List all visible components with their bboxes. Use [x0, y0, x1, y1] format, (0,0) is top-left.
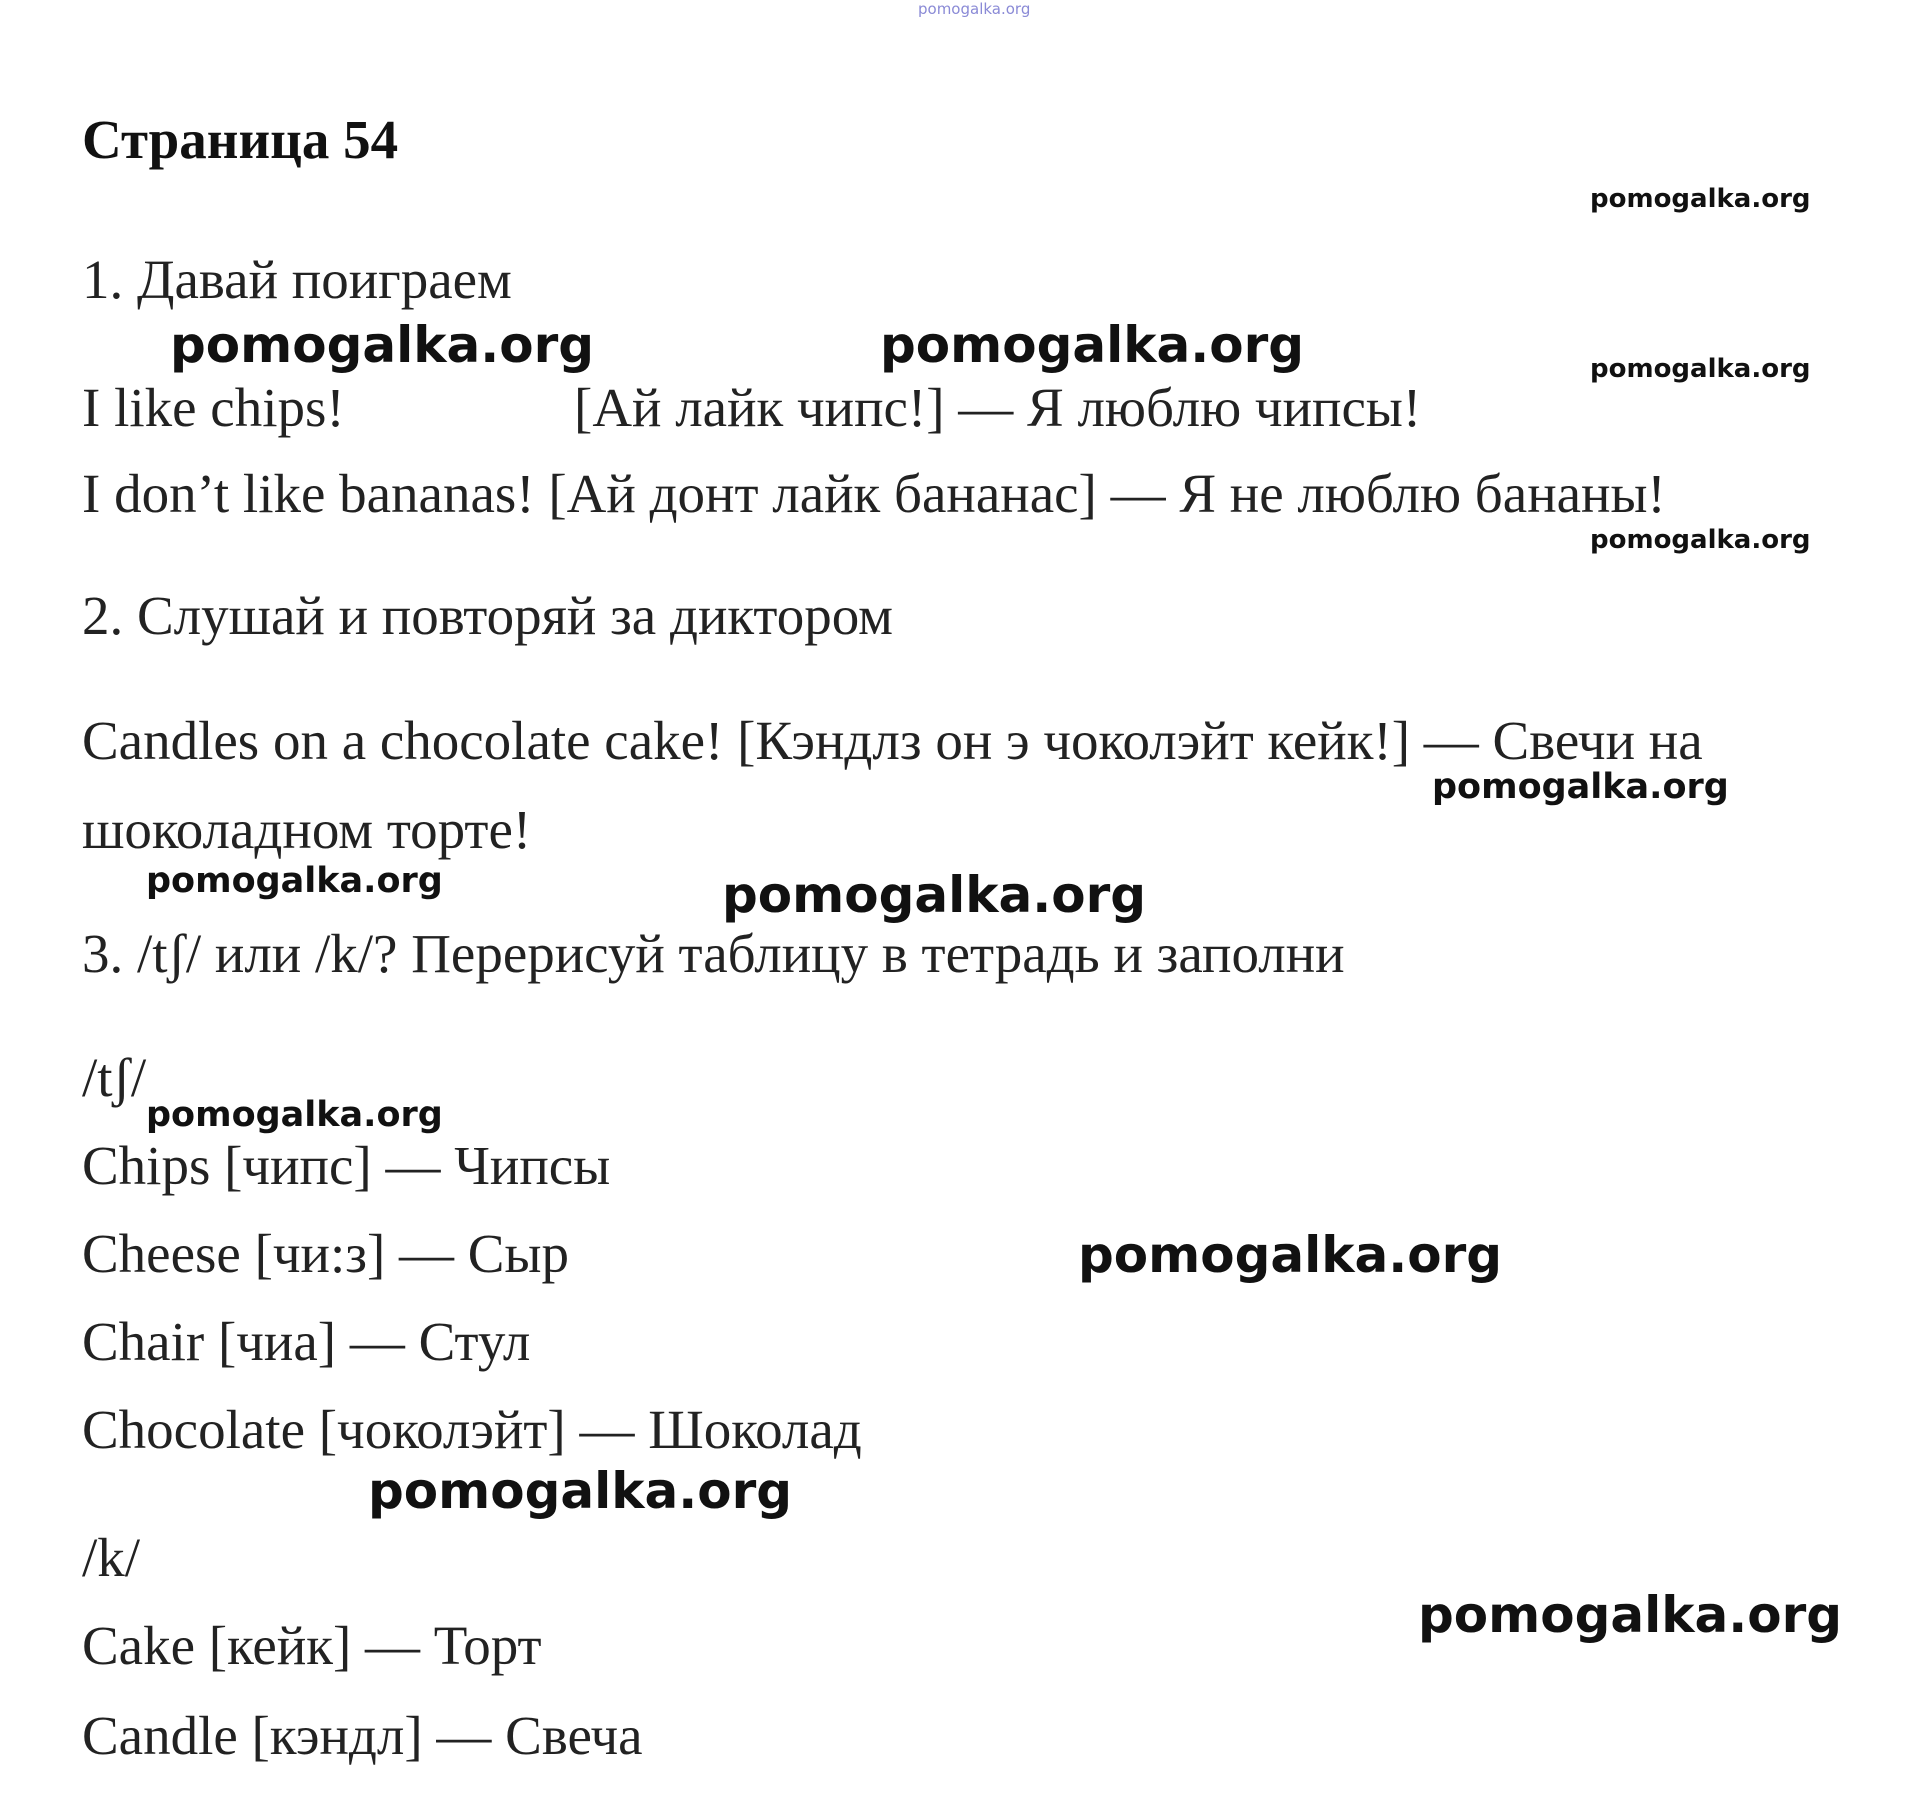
word-item: Chocolate [чоколэйт] — Шоколад	[82, 1399, 862, 1460]
watermark: pomogalka.org	[368, 1462, 793, 1520]
section-2-heading: 2. Слушай и повторяй за диктором	[82, 585, 893, 646]
watermark: pomogalka.org	[1078, 1226, 1503, 1284]
phrase-english: I like chips!	[82, 377, 345, 438]
watermark: pomogalka.org	[1590, 184, 1811, 214]
sound-label: /tʃ/	[82, 1047, 147, 1108]
section-2-line: Candles on a chocolate cake! [Кэндлз он э чоколэйт кейк!] — Свечи на	[82, 710, 1703, 771]
word-item: Candle [кэндл] — Свеча	[82, 1705, 643, 1766]
word-item: Chair [чиа] — Стул	[82, 1311, 531, 1372]
watermark: pomogalka.org	[1590, 354, 1811, 384]
word-item: Cake [кейк] — Торт	[82, 1615, 542, 1676]
word-item: Cheese [чи:з] — Сыр	[82, 1223, 569, 1284]
section-1-heading: 1. Давай поиграем	[82, 249, 512, 310]
watermark: pomogalka.org	[1418, 1586, 1843, 1644]
watermark: pomogalka.org	[880, 316, 1305, 374]
watermark: pomogalka.org	[1432, 767, 1729, 807]
word-item: Chips [чипс] — Чипсы	[82, 1135, 611, 1196]
phrase-translation: [Ай лайк чипс!] — Я люблю чипсы!	[574, 377, 1422, 438]
header-watermark: pomogalka.org	[918, 0, 1031, 18]
watermark: pomogalka.org	[1590, 525, 1811, 555]
watermark: pomogalka.org	[146, 861, 443, 901]
watermark: pomogalka.org	[146, 1095, 443, 1135]
watermark: pomogalka.org	[722, 866, 1147, 924]
watermark: pomogalka.org	[170, 316, 595, 374]
sound-label: /k/	[82, 1527, 141, 1588]
page-title: Страница 54	[82, 109, 399, 170]
section-2-line: шоколадном торте!	[82, 799, 532, 860]
phrase-line: I don’t like bananas! [Ай донт лайк бананас] — Я не люблю бананы!	[82, 463, 1666, 524]
section-3-heading: 3. /tʃ/ или /k/? Перерисуй таблицу в тетрадь и заполни	[82, 923, 1345, 984]
